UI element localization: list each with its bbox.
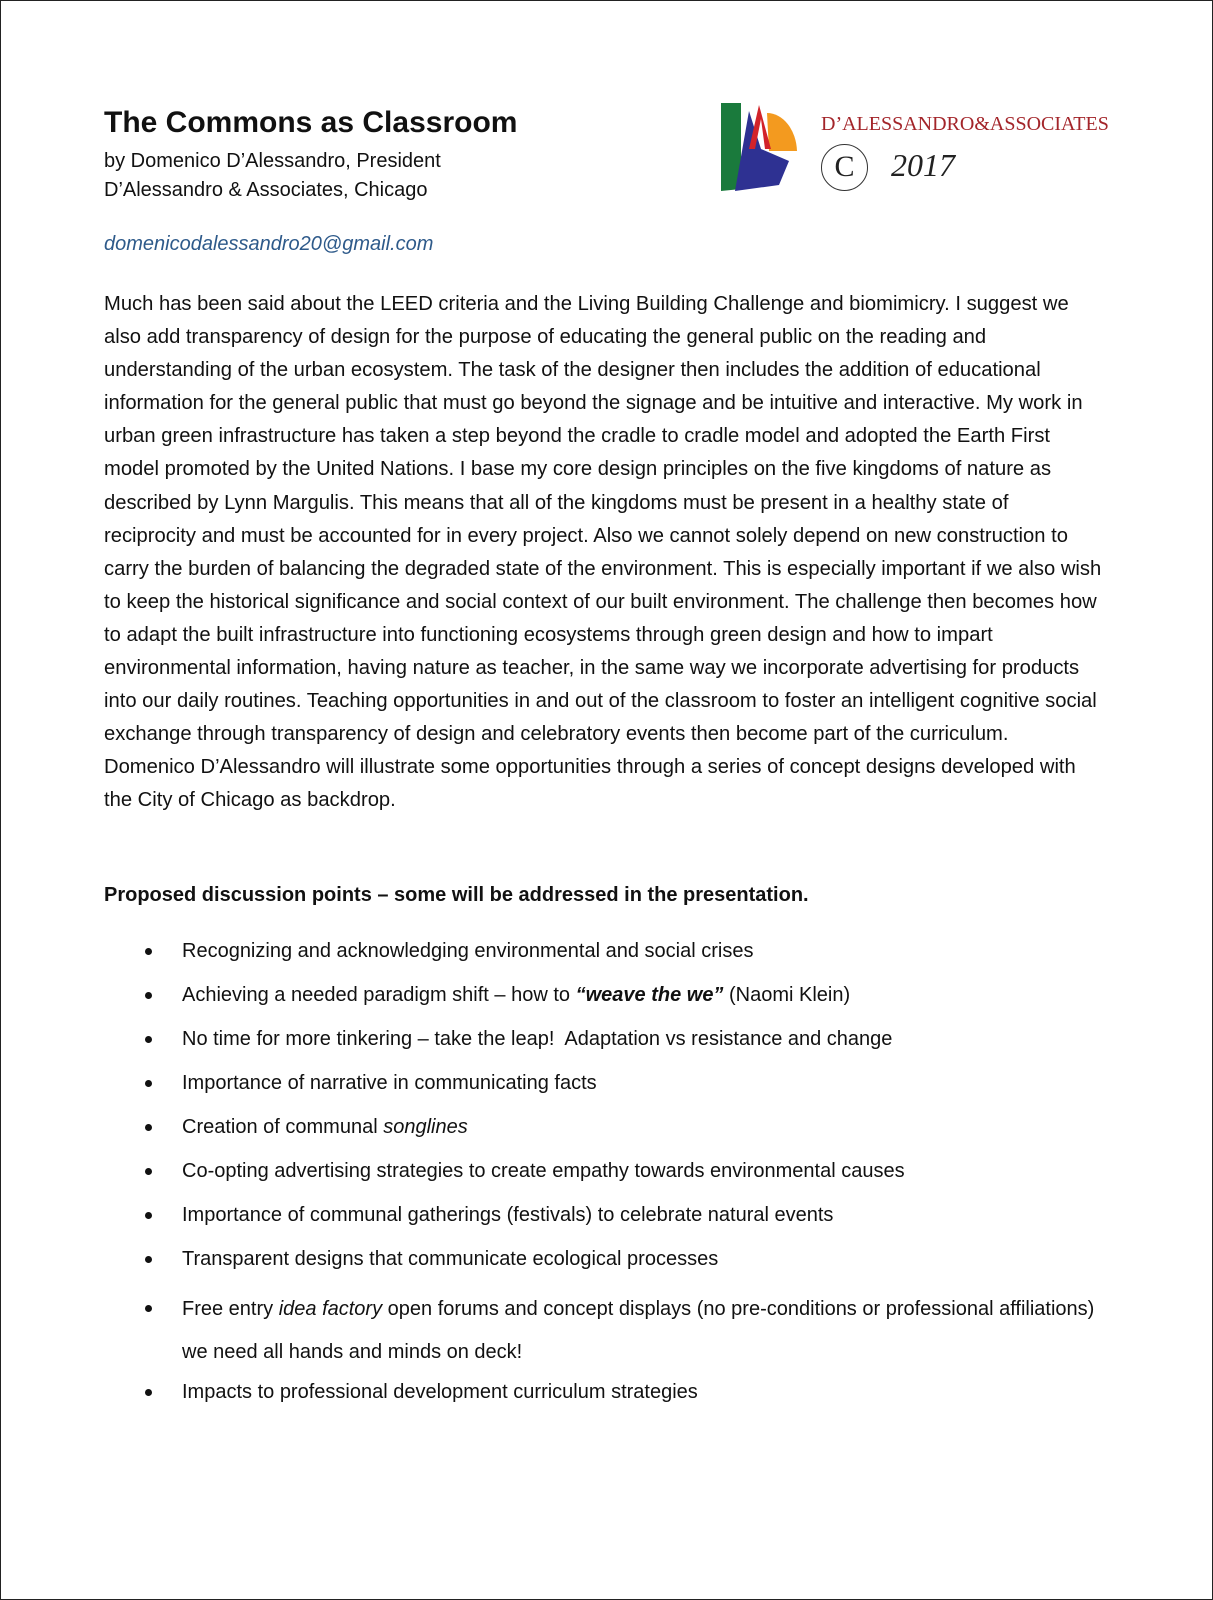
list-item: Importance of communal gatherings (festivals) to celebrate natural events (1, 1200, 1101, 1230)
bullet-icon (145, 1168, 152, 1175)
list-item: No time for more tinkering – take the leap! Adaptation vs resistance and change (1, 1024, 1101, 1054)
firm-line: D’Alessandro & Associates, Chicago (104, 179, 428, 201)
list-item: Transparent designs that communicate ecological processes (1, 1244, 1101, 1274)
emphasis-text: songlines (383, 1116, 468, 1138)
emphasis-text: “weave the we” (575, 984, 724, 1006)
bullet-icon (145, 1389, 152, 1396)
bullet-icon (145, 1256, 152, 1263)
bullet-icon (145, 1036, 152, 1043)
list-item: Creation of communal songlines (1, 1112, 1101, 1142)
byline (104, 147, 441, 205)
bullet-icon (145, 992, 152, 999)
emphasis-text: idea factory (278, 1298, 383, 1320)
email-link[interactable]: domenicodalessandro20@gmail.com (104, 233, 434, 255)
list-item: Recognizing and acknowledging environmental and social crises (1, 936, 1101, 966)
bullet-icon (145, 948, 152, 955)
firm-logo (719, 99, 1119, 199)
list-item: Impacts to professional development curriculum strategies (1, 1377, 1101, 1407)
bullet-icon (145, 1124, 152, 1131)
bullet-icon (145, 1212, 152, 1219)
bullet-icon (145, 1305, 152, 1312)
list-item: Importance of narrative in communicating facts (1, 1068, 1101, 1098)
list-item: Co-opting advertising strategies to create empathy towards environmental causes (1, 1156, 1101, 1186)
discussion-points-list (1, 936, 1101, 1421)
list-item: Achieving a needed paradigm shift – how to “weave the we” (Naomi Klein) (1, 980, 1101, 1010)
firm-name-logotype: D’ALESSANDRO&ASSOCIATES (821, 113, 1109, 135)
copyright-year: 2017 (891, 147, 955, 183)
copyright-icon: C (821, 144, 868, 191)
bullet-icon (145, 1080, 152, 1087)
author-line: by Domenico D’Alessandro, President (104, 150, 441, 172)
abstract-paragraph: Much has been said about the LEED criteria and the Living Building Challenge and biomimicry. I suggest we also add transparency of design for the purpose of educating the general public on the reading and understanding of the urban ecosystem. The task of the designer then includes the addition of educational information for the general public that must go beyond the signage and be intuitive and interactive. My work in urban green infrastructure has taken a step beyond the cradle to cradle model and adopted the Earth First model promoted by the United Nations. I base my core design principles on the five kingdoms of nature as described by Lynn Margulis. This means that all of the kingdoms must be present in a healthy state of reciprocity and must be accounted for in every project. Also we cannot solely depend on new construction to carry the burden of balancing the degraded state of the environment. This is especially important if we also wish to keep the historical significance and social context of our built environment. The challenge then becomes how to adapt the built infrastructure into functioning ecosystems through green design and how to impart environmental information, having nature as teacher, in the same way we incorporate advertising for products into our daily routines. Teaching opportunities in and out of the classroom to foster an intelligent cognitive social exchange through transparency of design and celebratory events then become part of the curriculum. Domenico D’Alessandro will illustrate some opportunities through a series of concept designs developed with the City of Chicago as backdrop. (104, 293, 1102, 812)
list-item: Free entry idea factory open forums and concept displays (no pre-conditions or professional affiliations) we need all hands and minds on deck! (1, 1288, 1101, 1374)
discussion-points-heading: Proposed discussion points – some will be addressed in the presentation. (104, 884, 809, 906)
logo-mark-icon (719, 99, 819, 199)
document-title: The Commons as Classroom (104, 106, 518, 139)
